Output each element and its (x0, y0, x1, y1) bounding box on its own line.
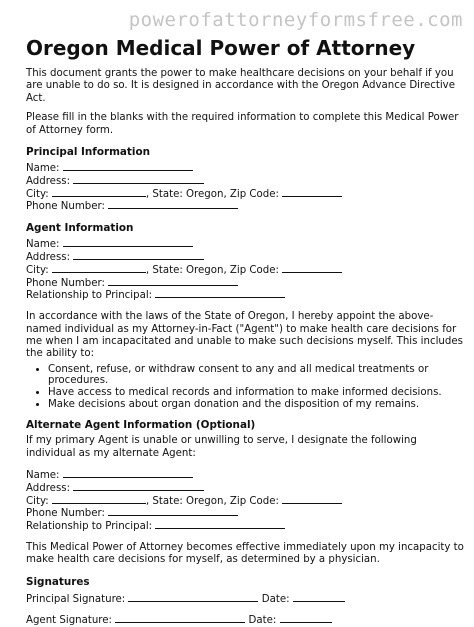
principal-address-blank[interactable] (73, 175, 204, 184)
agent-name-label: Name: (26, 239, 60, 251)
agent-name-row (26, 238, 466, 251)
agent-name-blank[interactable] (63, 238, 193, 247)
alternate-city-row (26, 495, 466, 508)
agent-zip-blank[interactable] (282, 264, 342, 273)
alternate-address-label: Address: (26, 482, 71, 494)
alternate-name-label: Name: (26, 470, 60, 482)
agent-date-label: Date: (248, 614, 277, 626)
principal-signature-label: Principal Signature: (26, 593, 126, 605)
effective-paragraph: This Medical Power of Attorney becomes effective immediately upon my incapacity to make health care decisions for myself, as determined by a physician. (26, 542, 464, 566)
principal-date-label: Date: (261, 593, 290, 605)
alternate-heading: Alternate Agent Information (Optional) (26, 419, 256, 432)
agent-address-blank[interactable] (73, 251, 204, 260)
principal-phone-row (26, 200, 466, 213)
agent-phone-blank[interactable] (108, 277, 238, 286)
site-watermark: powerofattorneyformsfree.com (128, 9, 463, 31)
principal-name-label: Name: (26, 163, 60, 175)
list-item: • Have access to medical records and information to make informed decisions. (48, 387, 466, 399)
alternate-relationship-label: Relationship to Principal: (26, 521, 153, 533)
principal-heading: Principal Information (26, 146, 150, 159)
alternate-relationship-blank[interactable] (155, 520, 285, 529)
agent-signature-blank[interactable] (115, 614, 245, 623)
alternate-name-blank[interactable] (63, 469, 193, 478)
alternate-address-row (26, 482, 466, 495)
principal-fields (26, 162, 466, 213)
principal-date-blank[interactable] (293, 593, 345, 602)
document-page (26, 36, 466, 627)
agent-signature-label: Agent Signature: (26, 614, 112, 626)
agent-address-row (26, 251, 466, 264)
alternate-name-row (26, 469, 466, 482)
principal-address-row (26, 175, 466, 188)
alternate-fields (26, 469, 466, 533)
alternate-relationship-row (26, 520, 466, 533)
agent-phone-row (26, 277, 466, 290)
intro-paragraph: This document grants the power to make healthcare decisions on your behalf if you are unable to do so. It is designed in accordance with the Oregon Advance Directive Act. (26, 68, 455, 104)
principal-zip-blank[interactable] (282, 188, 342, 197)
alternate-phone-label: Phone Number: (26, 508, 105, 520)
agent-address-label: Address: (26, 252, 71, 264)
alternate-address-blank[interactable] (73, 482, 204, 491)
alternate-intro-paragraph: If my primary Agent is unable or unwilling to serve, I designate the following individual as my alternate Agent: (26, 435, 417, 459)
document-title: Oregon Medical Power of Attorney (26, 36, 416, 60)
alternate-phone-row (26, 507, 466, 520)
agent-fields (26, 238, 466, 302)
instructions-paragraph: Please fill in the blanks with the required information to complete this Medical Power of Attorney form. (26, 112, 459, 136)
agent-city-blank[interactable] (52, 264, 146, 273)
appointment-paragraph: In accordance with the laws of the State of Oregon, I hereby appoint the above-named individual as my Attorney-in-Fact ("Agent") to make health care decisions for me when I am incapacitated and unable to make such decisions myself. This includes the ability to: (26, 311, 463, 360)
principal-signature-row (26, 593, 466, 606)
agent-relationship-row (26, 289, 466, 302)
signatures-heading: Signatures (26, 575, 90, 588)
agent-date-blank[interactable] (280, 614, 332, 623)
principal-city-label: City: (26, 188, 49, 200)
agent-signature-row (26, 614, 466, 627)
alternate-city-label: City: (26, 495, 49, 507)
agent-relationship-label: Relationship to Principal: (26, 290, 153, 302)
list-item: • Make decisions about organ donation and the disposition of my remains. (48, 399, 466, 411)
alternate-state-label: , State: Oregon, Zip Code: (145, 495, 279, 507)
principal-phone-blank[interactable] (108, 200, 238, 209)
principal-address-label: Address: (26, 175, 71, 187)
agent-state-label: , State: Oregon, Zip Code: (145, 264, 279, 276)
agent-city-row (26, 264, 466, 277)
alternate-zip-blank[interactable] (282, 495, 342, 504)
agent-relationship-blank[interactable] (155, 289, 285, 298)
alternate-phone-blank[interactable] (108, 507, 238, 516)
agent-phone-label: Phone Number: (26, 277, 105, 289)
principal-name-blank[interactable] (63, 162, 193, 171)
alternate-city-blank[interactable] (52, 495, 146, 504)
agent-heading: Agent Information (26, 222, 134, 235)
list-item: • Consent, refuse, or withdraw consent to any and all medical treatments or procedures. (48, 364, 466, 387)
principal-phone-label: Phone Number: (26, 201, 105, 213)
powers-list (26, 364, 466, 410)
principal-city-blank[interactable] (52, 188, 146, 197)
agent-city-label: City: (26, 264, 49, 276)
principal-signature-blank[interactable] (128, 593, 258, 602)
principal-city-row (26, 188, 466, 201)
principal-state-label: , State: Oregon, Zip Code: (145, 188, 279, 200)
principal-name-row (26, 162, 466, 175)
